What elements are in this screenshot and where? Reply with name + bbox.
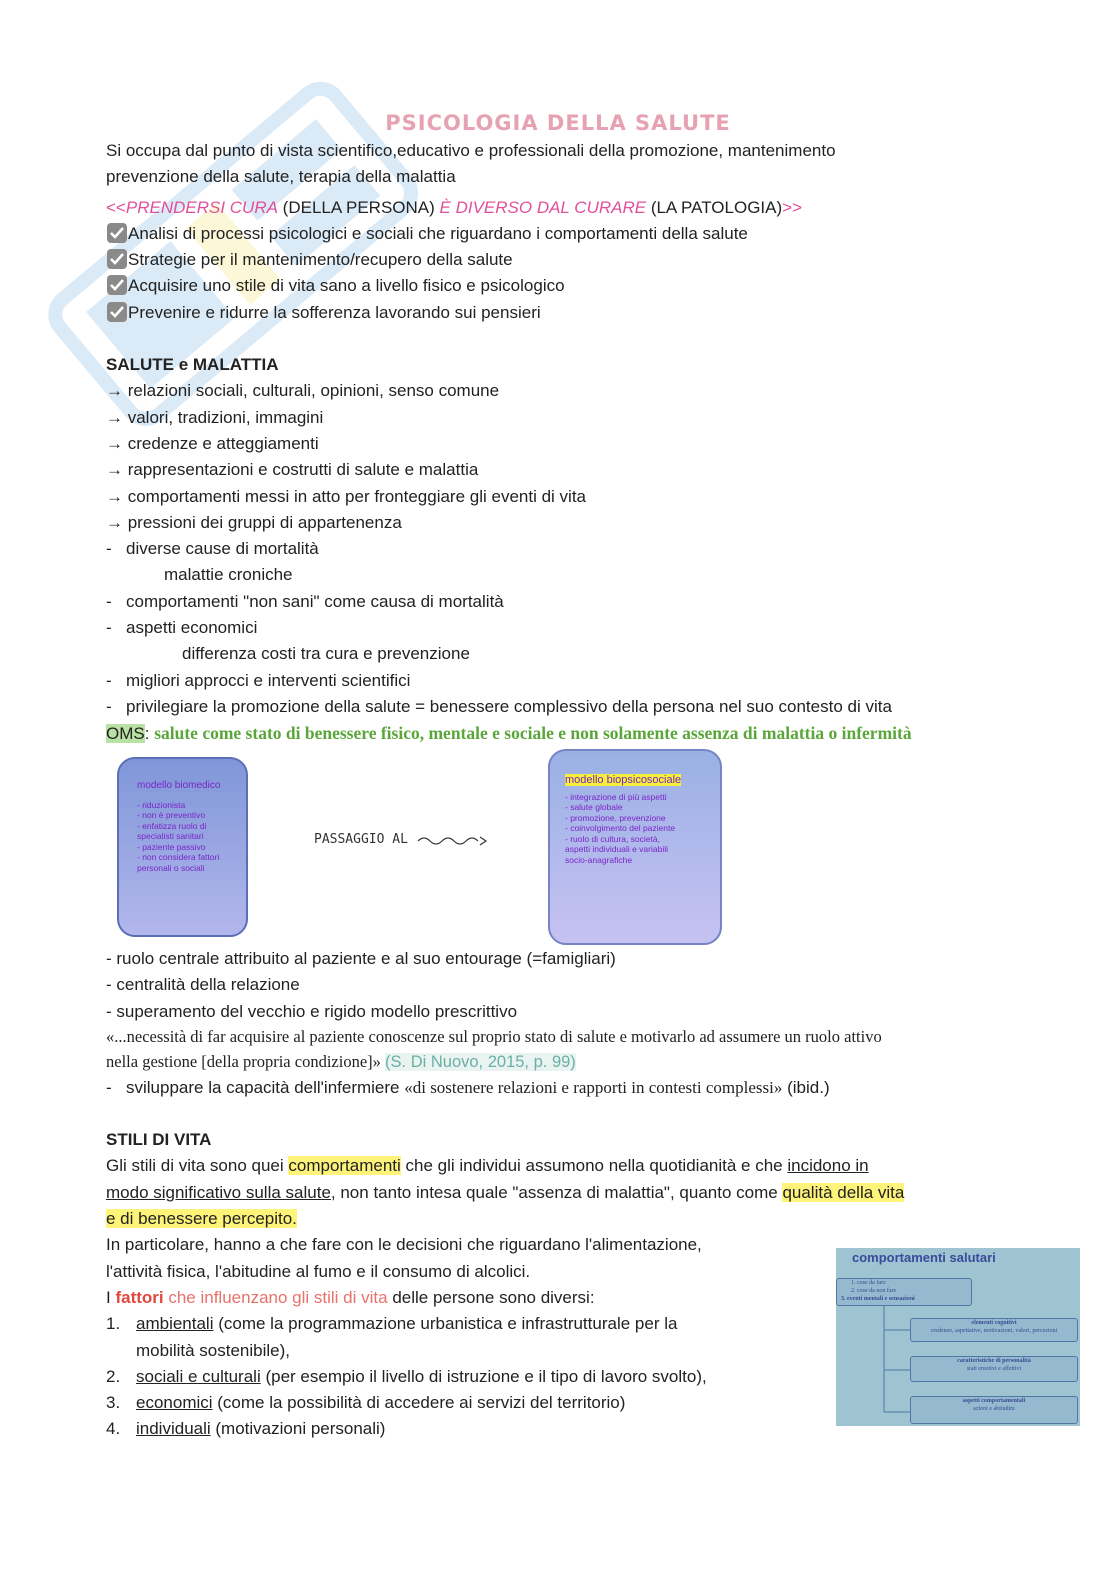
oms-definition bbox=[106, 720, 1006, 747]
arrow-item: → comportamenti messi in atto per fronteggiare gli eventi di vita bbox=[106, 486, 587, 506]
dash-item bbox=[106, 615, 1006, 641]
box-title: elementi cognitivi bbox=[971, 1320, 1017, 1326]
stili-p1-line3 bbox=[106, 1206, 1006, 1232]
checklist-text: Acquisire uno stile di vita sano a livello fisico e psicologico bbox=[128, 276, 565, 296]
stili-text: delle persone sono diversi: bbox=[387, 1287, 595, 1307]
factor-text: (per esempio il livello di istruzione e il tipo di lavoro svolto), bbox=[260, 1366, 707, 1386]
nurse-text-a: sviluppare la capacità dell'infermiere bbox=[126, 1077, 405, 1097]
dash-text: privilegiare la promozione della salute = benessere complessivo della persona nel suo contesto di vita bbox=[126, 696, 892, 716]
fattori-phrase: che influenzano gli stili di vita bbox=[163, 1287, 388, 1307]
card-item: - non considera fattori bbox=[137, 852, 220, 862]
intro-line-1: Si occupa dal punto di vista scientifico,educativo e professionali della promozione, mantenimento bbox=[106, 141, 836, 160]
motto-open: << bbox=[106, 197, 126, 217]
highlight-comportamenti: comportamenti bbox=[288, 1156, 401, 1176]
page-title: PSICOLOGIA DELLA SALUTE bbox=[385, 111, 731, 135]
card-item: - coinvolgimento del paziente bbox=[565, 823, 676, 833]
checklist-text: Prevenire e ridurre la sofferenza lavorando sui pensieri bbox=[128, 302, 541, 322]
card-item: - integrazione di più aspetti bbox=[565, 791, 667, 802]
after-model-item: - ruolo centrale attribuito al paziente e al suo entourage (=famigliari) bbox=[106, 949, 616, 968]
factor-text: (motivazioni personali) bbox=[210, 1419, 386, 1439]
model-biopsicosociale-card bbox=[548, 749, 722, 945]
dash-mark: - bbox=[106, 670, 112, 690]
motto bbox=[106, 195, 1006, 221]
nurse-text-c: (ibid.) bbox=[782, 1077, 830, 1097]
checkbox-checked-icon bbox=[106, 248, 128, 270]
top-box-line: 2. cose da non fare bbox=[851, 1288, 897, 1294]
card-item: - enfatizza ruolo di bbox=[137, 820, 207, 831]
box-sub: credenze, aspettative, motivazioni, valori, percezioni bbox=[930, 1328, 1058, 1334]
document-page bbox=[106, 108, 1006, 748]
stili-text: Gli stili di vita sono quei bbox=[106, 1156, 289, 1176]
stili-p1-line1 bbox=[106, 1153, 1006, 1179]
card-item: aspetti individuali e variabili bbox=[565, 844, 669, 854]
arrow-item: → rappresentazioni e costrutti di salute e malattia bbox=[106, 460, 479, 480]
quote-text: nella gestione [della propria condizione]» bbox=[106, 1051, 386, 1071]
card-item: - paziente passivo bbox=[137, 841, 206, 852]
factor-text: (come la programmazione urbanistica e infrastrutturale per la bbox=[213, 1314, 678, 1334]
passage-label: PASSAGGIO AL bbox=[314, 832, 408, 847]
box-title: aspetti comportamentali bbox=[962, 1398, 1026, 1404]
diagram-box-cognitivi bbox=[910, 1318, 1078, 1342]
checkbox-checked-icon bbox=[106, 222, 128, 244]
card-title: modello biomedico bbox=[137, 780, 221, 791]
card-item: - promozione, prevenzione bbox=[565, 812, 666, 823]
stili-p2-line1: In particolare, hanno a che fare con le decisioni che riguardano l'alimentazione, bbox=[106, 1235, 702, 1255]
factor-number: 2. bbox=[106, 1366, 121, 1386]
oms-text: salute come stato di benessere fisico, mentale e sociale e non solamente assenza di malattia o infermità bbox=[154, 723, 912, 744]
checkbox-checked-icon bbox=[106, 301, 128, 323]
squiggle-arrow-icon bbox=[416, 833, 488, 847]
card-item: specialisti sanitari bbox=[137, 831, 204, 841]
dash-item bbox=[106, 694, 1006, 720]
quote-citation: (S. Di Nuovo, 2015, p. 99) bbox=[385, 1052, 576, 1071]
comportamenti-diagram bbox=[836, 1248, 1080, 1426]
sub-item: malattie croniche bbox=[164, 565, 293, 585]
factor-name: individuali bbox=[136, 1419, 211, 1439]
checklist-item bbox=[106, 300, 1006, 326]
dash-item bbox=[106, 536, 1006, 562]
dash-mark: - bbox=[106, 696, 112, 716]
checklist-text: Analisi di processi psicologici e sociali che riguardano i comportamenti della salute bbox=[128, 223, 748, 243]
factor-name: economici bbox=[136, 1393, 213, 1413]
factor-name: sociali e culturali bbox=[136, 1366, 261, 1386]
dash-text: aspetti economici bbox=[126, 618, 258, 638]
after-model-item: - superamento del vecchio e rigido modello prescrittivo bbox=[106, 1001, 518, 1021]
top-box-line: 3. eventi mentali e sensazioni bbox=[841, 1296, 915, 1302]
motto-patologia: (LA PATOLOGIA) bbox=[646, 197, 783, 217]
card-title-text: modello biopsicosociale bbox=[565, 774, 682, 786]
motto-persona: (DELLA PERSONA) bbox=[277, 197, 440, 217]
factor-name: ambientali bbox=[136, 1314, 214, 1334]
dash-text: migliori approcci e interventi scientifici bbox=[126, 670, 411, 690]
factor-text: (come la possibilità di accedere ai servizi del territorio) bbox=[212, 1393, 626, 1413]
factor-text: mobilità sostenibile), bbox=[136, 1340, 291, 1360]
dash-mark: - bbox=[106, 539, 112, 559]
box-title: caratteristiche di personalità bbox=[957, 1358, 1031, 1364]
diagram-title: comportamenti salutari bbox=[852, 1250, 996, 1265]
arrow-item: → valori, tradizioni, immagini bbox=[106, 407, 324, 427]
factor-number: 3. bbox=[106, 1393, 121, 1413]
stili-text: , non tanto intesa quale "assenza di malattia", quanto come bbox=[330, 1182, 783, 1202]
checklist-item bbox=[106, 221, 1006, 247]
dash-item bbox=[106, 668, 1006, 694]
box-sub: azioni e abitudini bbox=[973, 1406, 1015, 1412]
card-item: - riduzionista bbox=[137, 799, 186, 810]
checklist-item bbox=[106, 273, 1006, 299]
checklist-item bbox=[106, 247, 1006, 273]
card-item: personali o sociali bbox=[137, 862, 205, 873]
checklist-text: Strategie per il mantenimento/recupero della salute bbox=[128, 250, 513, 270]
card-title bbox=[565, 775, 720, 786]
dash-mark: - bbox=[106, 1077, 112, 1097]
dash-item bbox=[106, 589, 1006, 615]
stili-heading: STILI DI VITA bbox=[106, 1130, 212, 1150]
factor-number: 4. bbox=[106, 1419, 121, 1439]
fattori-word: fattori bbox=[115, 1287, 164, 1307]
arrow-item: → pressioni dei gruppi di appartenenza bbox=[106, 512, 402, 532]
sub-item: differenza costi tra cura e prevenzione bbox=[182, 644, 470, 664]
salute-heading: SALUTE e MALATTIA bbox=[106, 355, 279, 375]
passage-handwriting bbox=[314, 832, 488, 847]
box-sub: stati emotivi e affettivi bbox=[966, 1366, 1022, 1372]
motto-close: >> bbox=[782, 197, 802, 217]
motto-prendersi: PRENDERSI CURA bbox=[125, 197, 278, 217]
model-biomedico-card bbox=[117, 757, 248, 937]
arrow-item: → relazioni sociali, culturali, opinioni, senso comune bbox=[106, 381, 500, 401]
factor-number: 1. bbox=[106, 1314, 121, 1334]
dash-text: comportamenti "non sani" come causa di mortalità bbox=[126, 591, 504, 611]
stili-text: che gli individui assumono nella quotidianità e che bbox=[400, 1156, 788, 1176]
stili-text: I bbox=[106, 1287, 116, 1307]
stili-p2-line2: l'attività fisica, l'abitudine al fumo e il consumo di alcolici. bbox=[106, 1261, 531, 1281]
quote-line-2 bbox=[106, 1049, 1006, 1075]
highlight-benessere: e di benessere percepito. bbox=[106, 1209, 297, 1229]
underline-text: modo significativo sulla salute bbox=[106, 1182, 331, 1202]
dash-mark: - bbox=[106, 591, 112, 611]
quote-line-1: «...necessità di far acquisire al paziente conoscenze sul proprio stato di salute e motivarlo ad assumere un ruolo attivo bbox=[106, 1026, 882, 1046]
stili-p1-line2 bbox=[106, 1180, 1006, 1206]
oms-colon: : bbox=[144, 724, 155, 744]
diagram-box-comportamentali bbox=[910, 1396, 1078, 1424]
card-item: socio-anagrafiche bbox=[565, 854, 633, 865]
card-item: - ruolo di cultura, società, bbox=[565, 833, 660, 844]
after-model-item: - centralità della relazione bbox=[106, 975, 300, 995]
arrow-item: → credenze e atteggiamenti bbox=[106, 433, 319, 453]
nurse-item bbox=[106, 1075, 1006, 1101]
checkbox-checked-icon bbox=[106, 274, 128, 296]
oms-label: OMS bbox=[106, 724, 145, 744]
nurse-text-b: «di sostenere relazioni e rapporti in contesti complessi» bbox=[404, 1077, 783, 1097]
underline-text: incidono in bbox=[787, 1156, 869, 1176]
top-box-line: 1. cose da fare bbox=[851, 1280, 886, 1286]
card-item: - salute globale bbox=[565, 802, 623, 812]
card-item: - non è preventivo bbox=[137, 810, 206, 820]
dash-mark: - bbox=[106, 618, 112, 638]
intro-line-2: prevenzione della salute, terapia della malattia bbox=[106, 167, 456, 187]
dash-text: diverse cause di mortalità bbox=[126, 539, 319, 559]
motto-diverso: È DIVERSO DAL CURARE bbox=[439, 197, 647, 217]
highlight-qualita: qualità della vita bbox=[782, 1182, 905, 1202]
diagram-box-personalita bbox=[910, 1356, 1078, 1382]
